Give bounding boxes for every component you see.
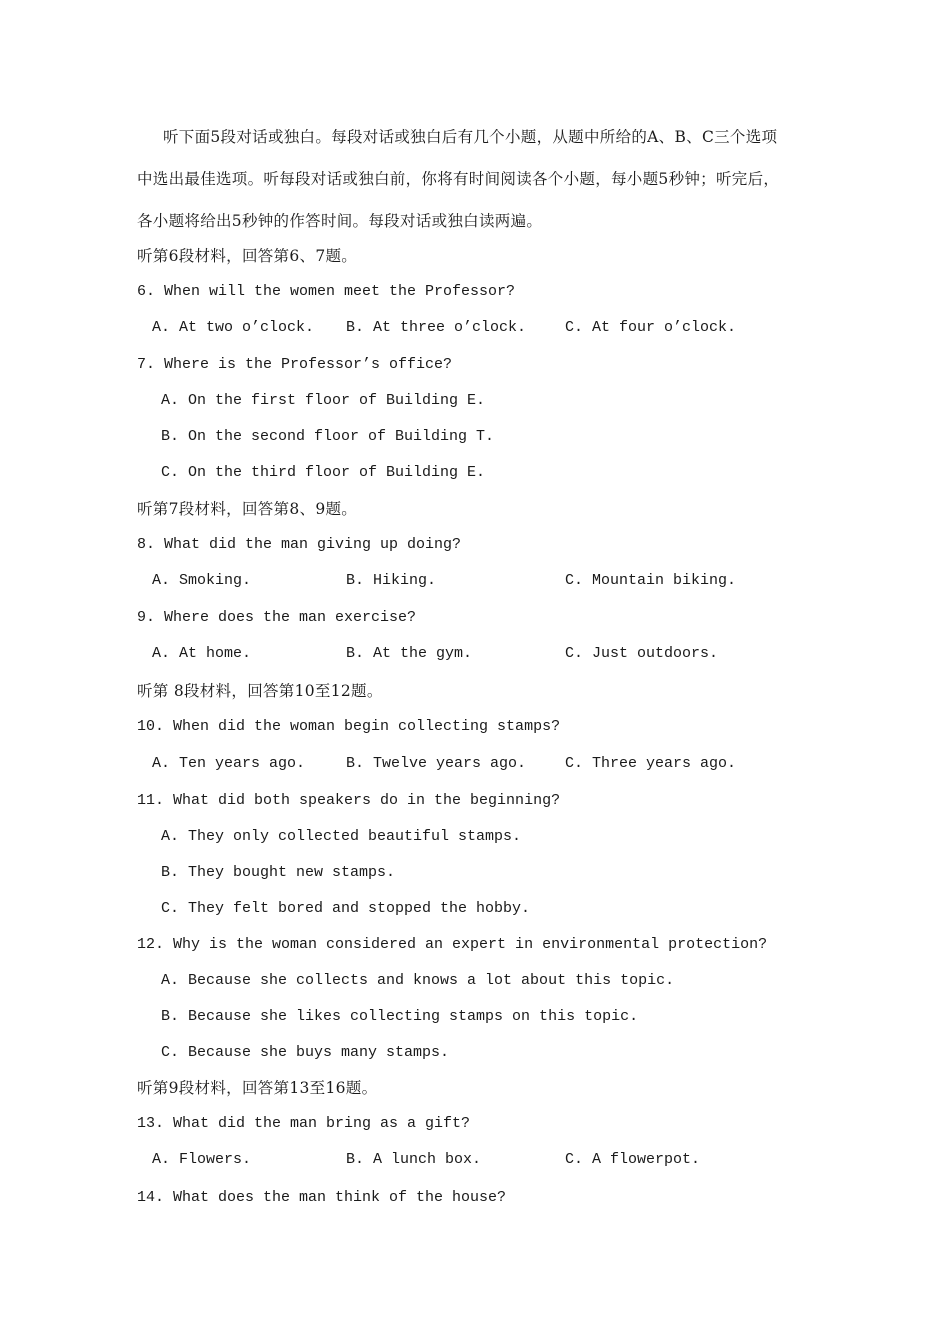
option-12b: B. Because she likes collecting stamps on this topic. (161, 1008, 639, 1025)
section-heading-8: 听第 8段材料，回答第10至12题。 (137, 682, 383, 700)
option-11c: C. They felt bored and stopped the hobby. (161, 900, 531, 917)
question-8: 8. What did the man giving up doing? (137, 536, 462, 553)
option-13b: B. A lunch box. (346, 1151, 482, 1168)
instructions-line-3: 各小题将给出5秒钟的作答时间。每段对话或独白读两遍。 (137, 212, 543, 230)
option-8a: A. Smoking. (152, 572, 252, 589)
instructions-line-2: 中选出最佳选项。听每段对话或独白前，你将有时间阅读各个小题，每小题5秒钟；听完后， (137, 170, 780, 188)
question-9: 9. Where does the man exercise? (137, 609, 417, 626)
question-14: 14. What does the man think of the house? (137, 1189, 507, 1206)
option-10c: C. Three years ago. (565, 755, 737, 772)
option-13a: A. Flowers. (152, 1151, 252, 1168)
instructions-line-1: 听下面5段对话或独白。每段对话或独白后有几个小题，从题中所给的A、B、C三个选项 (163, 128, 778, 146)
question-7: 7. Where is the Professor’s office? (137, 356, 453, 373)
option-13c: C. A flowerpot. (565, 1151, 701, 1168)
option-10a: A. Ten years ago. (152, 755, 306, 772)
option-8b: B. Hiking. (346, 572, 437, 589)
option-7b: B. On the second floor of Building T. (161, 428, 495, 445)
question-6: 6. When will the women meet the Professor? (137, 283, 516, 300)
option-9c: C. Just outdoors. (565, 645, 719, 662)
option-12a: A. Because she collects and knows a lot about this topic. (161, 972, 675, 989)
option-11a: A. They only collected beautiful stamps. (161, 828, 522, 845)
option-7c: C. On the third floor of Building E. (161, 464, 486, 481)
question-12: 12. Why is the woman considered an expert in environmental protection? (137, 936, 768, 953)
option-6a: A. At two o’clock. (152, 319, 315, 336)
section-heading-6: 听第6段材料，回答第6、7题。 (137, 247, 358, 265)
question-10: 10. When did the woman begin collecting stamps? (137, 718, 561, 735)
section-heading-9: 听第9段材料，回答第13至16题。 (137, 1079, 378, 1097)
question-13: 13. What did the man bring as a gift? (137, 1115, 471, 1132)
option-12c: C. Because she buys many stamps. (161, 1044, 450, 1061)
option-9b: B. At the gym. (346, 645, 473, 662)
question-11: 11. What did both speakers do in the beginning? (137, 792, 561, 809)
option-7a: A. On the first floor of Building E. (161, 392, 486, 409)
option-6c: C. At four o’clock. (565, 319, 737, 336)
section-heading-7: 听第7段材料，回答第8、9题。 (137, 500, 358, 518)
option-11b: B. They bought new stamps. (161, 864, 396, 881)
option-6b: B. At three o’clock. (346, 319, 527, 336)
option-9a: A. At home. (152, 645, 252, 662)
option-10b: B. Twelve years ago. (346, 755, 527, 772)
option-8c: C. Mountain biking. (565, 572, 737, 589)
